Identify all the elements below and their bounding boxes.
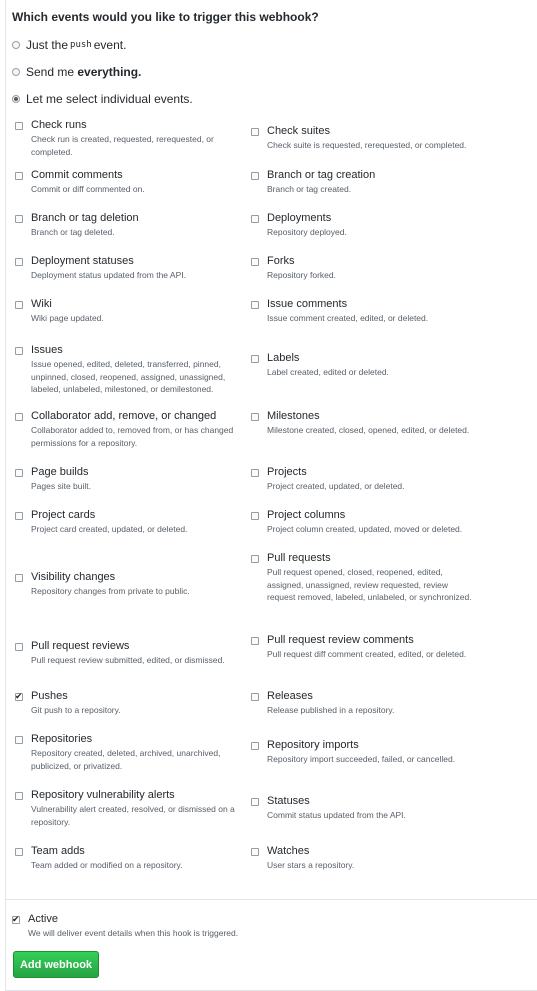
event-description: Check run is created, requested, rerequested, or completed. [31,134,214,157]
radio-everything-strong: everything. [77,65,142,79]
event-title: Project columns [267,509,346,521]
event-description: Collaborator added to, removed from, or has changed permissions for a repository. [31,425,234,448]
event-option-repository-imports[interactable] [251,738,476,766]
panel-left-border [5,0,6,991]
radio-individual[interactable] [12,95,20,103]
event-option-branch-or-tag-creation[interactable] [251,168,476,196]
trigger-question: Which events would you like to trigger this webhook? [12,10,319,24]
event-title: Repositories [31,733,93,745]
radio-option-individual[interactable] [12,92,532,106]
event-description: Repository import succeeded, failed, or cancelled. [267,754,456,764]
event-title: Repository vulnerability alerts [31,789,175,801]
event-option-page-builds[interactable] [15,465,240,493]
event-description: Branch or tag deleted. [31,227,115,237]
event-description: Repository deployed. [267,227,347,237]
event-title: Pull request review comments [267,634,414,646]
event-title: Pushes [31,690,68,702]
radio-push-suffix: event. [93,38,127,52]
event-description: Issue opened, edited, deleted, transferred, pinned, unpinned, closed, reopened, assigned, unassigned, labeled, unlabeled, milestoned, or demilestoned. [31,359,226,394]
event-title: Project cards [31,509,96,521]
event-checkbox-project-columns[interactable] [251,512,259,520]
event-option-repository-vulnerability-alerts[interactable] [15,788,240,828]
event-description: Branch or tag created. [267,184,352,194]
event-description: Commit or diff commented on. [31,184,145,194]
event-checkbox-watches[interactable] [251,848,259,856]
event-option-commit-comments[interactable] [15,168,240,196]
event-checkbox-milestones[interactable] [251,413,259,421]
event-title: Check suites [267,125,330,137]
event-option-project-cards[interactable] [15,508,240,536]
event-checkbox-forks[interactable] [251,258,259,266]
event-checkbox-repository-vulnerability-alerts[interactable] [15,792,23,800]
event-option-pull-requests[interactable] [251,551,476,604]
event-option-project-columns[interactable] [251,508,476,536]
event-description: Release published in a repository. [267,705,395,715]
event-option-deployment-statuses[interactable] [15,254,240,282]
event-description: Git push to a repository. [31,705,121,715]
event-description: Repository changes from private to public. [31,586,190,596]
radio-push-code: push [70,40,92,50]
trigger-options [12,0,532,106]
event-title: Wiki [31,298,52,310]
event-option-issues[interactable] [15,343,240,396]
event-option-repositories[interactable] [15,732,240,772]
event-title: Visibility changes [31,571,116,583]
event-option-deployments[interactable] [251,211,476,239]
event-title: Releases [267,690,313,702]
event-checkbox-repository-imports[interactable] [251,742,259,750]
event-option-watches[interactable] [251,844,476,872]
event-checkbox-pull-request-reviews[interactable] [15,643,23,651]
event-checkbox-labels[interactable] [251,355,259,363]
event-title: Watches [267,845,310,857]
event-option-wiki[interactable] [15,297,240,325]
radio-individual-label: Let me select individual events. [26,92,193,106]
event-title: Team adds [31,845,85,857]
event-description: Issue comment created, edited, or deleted. [267,313,429,323]
event-checkbox-pull-request-review-comments[interactable] [251,637,259,645]
event-checkbox-pull-requests[interactable] [251,555,259,563]
event-option-check-runs[interactable] [15,118,240,158]
event-option-statuses[interactable] [251,794,476,822]
event-option-pushes[interactable] [15,689,240,717]
event-description: Project card created, updated, or deleted. [31,524,188,534]
event-description: Project created, updated, or deleted. [267,481,405,491]
event-title: Projects [267,466,307,478]
event-checkbox-statuses[interactable] [251,798,259,806]
event-checkbox-deployments[interactable] [251,215,259,223]
event-option-labels[interactable] [251,351,476,379]
radio-option-everything[interactable] [12,65,532,79]
active-option[interactable] [12,911,512,939]
event-title: Repository imports [267,739,359,751]
event-checkbox-deployment-statuses[interactable] [15,258,23,266]
radio-push[interactable] [12,41,20,49]
event-checkbox-page-builds[interactable] [15,469,23,477]
event-title: Pull request reviews [31,640,130,652]
event-option-projects[interactable] [251,465,476,493]
event-option-team-adds[interactable] [15,844,240,872]
active-description: We will deliver event details when this hook is triggered. [28,928,239,938]
event-checkbox-pushes[interactable] [15,693,23,701]
event-title: Labels [267,352,300,364]
event-option-branch-or-tag-deletion[interactable] [15,211,240,239]
event-option-visibility-changes[interactable] [15,570,240,598]
event-checkbox-project-cards[interactable] [15,512,23,520]
active-checkbox[interactable] [12,916,20,924]
event-description: Project column created, updated, moved or deleted. [267,524,463,534]
add-webhook-button[interactable]: Add webhook [13,951,99,978]
event-title: Deployments [267,212,332,224]
event-checkbox-releases[interactable] [251,693,259,701]
event-title: Milestones [267,410,320,422]
event-description: Repository forked. [267,270,336,280]
event-title: Statuses [267,795,310,807]
event-description: Vulnerability alert created, resolved, or dismissed on a repository. [31,804,235,827]
event-title: Branch or tag creation [267,169,376,181]
event-title: Page builds [31,466,89,478]
radio-push-prefix: Just the [26,38,69,52]
event-checkbox-team-adds[interactable] [15,848,23,856]
event-checkbox-visibility-changes[interactable] [15,574,23,582]
event-checkbox-issues[interactable] [15,347,23,355]
event-description: Pages site built. [31,481,92,491]
event-option-issue-comments[interactable] [251,297,476,325]
event-description: Repository created, deleted, archived, unarchived, publicized, or privatized. [31,748,221,771]
event-checkbox-check-suites[interactable] [251,128,259,136]
event-option-releases[interactable] [251,689,476,717]
event-checkbox-branch-or-tag-creation[interactable] [251,172,259,180]
radio-everything[interactable] [12,68,20,76]
radio-everything-prefix: Send me [26,65,75,79]
radio-option-push[interactable] [12,38,532,52]
event-description: Milestone created, closed, opened, edited, or deleted. [267,425,470,435]
event-title: Check runs [31,119,87,131]
active-label: Active [28,913,58,925]
event-checkbox-commit-comments[interactable] [15,172,23,180]
section-divider [5,899,537,900]
event-title: Issues [31,344,63,356]
event-title: Forks [267,255,295,267]
event-option-pull-request-reviews[interactable] [15,639,240,667]
event-description: Commit status updated from the API. [267,810,406,820]
event-title: Collaborator add, remove, or changed [31,410,217,422]
event-description: Check suite is requested, rerequested, or completed. [267,140,467,150]
event-option-forks[interactable] [251,254,476,282]
event-checkbox-branch-or-tag-deletion[interactable] [15,215,23,223]
event-description: Deployment status updated from the API. [31,270,186,280]
event-option-pull-request-review-comments[interactable] [251,633,476,661]
event-checkbox-wiki[interactable] [15,301,23,309]
event-description: Pull request review submitted, edited, or dismissed. [31,655,225,665]
event-title: Commit comments [31,169,123,181]
event-description: Wiki page updated. [31,313,104,323]
event-title: Branch or tag deletion [31,212,139,224]
event-title: Deployment statuses [31,255,134,267]
event-checkbox-repositories[interactable] [15,736,23,744]
event-option-check-suites[interactable] [251,124,476,152]
event-title: Issue comments [267,298,348,310]
event-option-milestones[interactable] [251,409,476,437]
event-description: Team added or modified on a repository. [31,860,183,870]
event-checkbox-check-runs[interactable] [15,122,23,130]
event-description: Pull request opened, closed, reopened, edited, assigned, unassigned, review requested, review request removed, labeled, unlabeled, or synchronized. [267,567,472,602]
event-description: Label created, edited or deleted. [267,367,389,377]
event-title: Pull requests [267,552,331,564]
event-checkbox-projects[interactable] [251,469,259,477]
event-checkbox-issue-comments[interactable] [251,301,259,309]
event-description: Pull request diff comment created, edited, or deleted. [267,649,467,659]
event-checkbox-collaborator-add-remove-or-changed[interactable] [15,413,23,421]
event-option-collaborator-add-remove-or-changed[interactable] [15,409,240,449]
event-description: User stars a repository. [267,860,355,870]
